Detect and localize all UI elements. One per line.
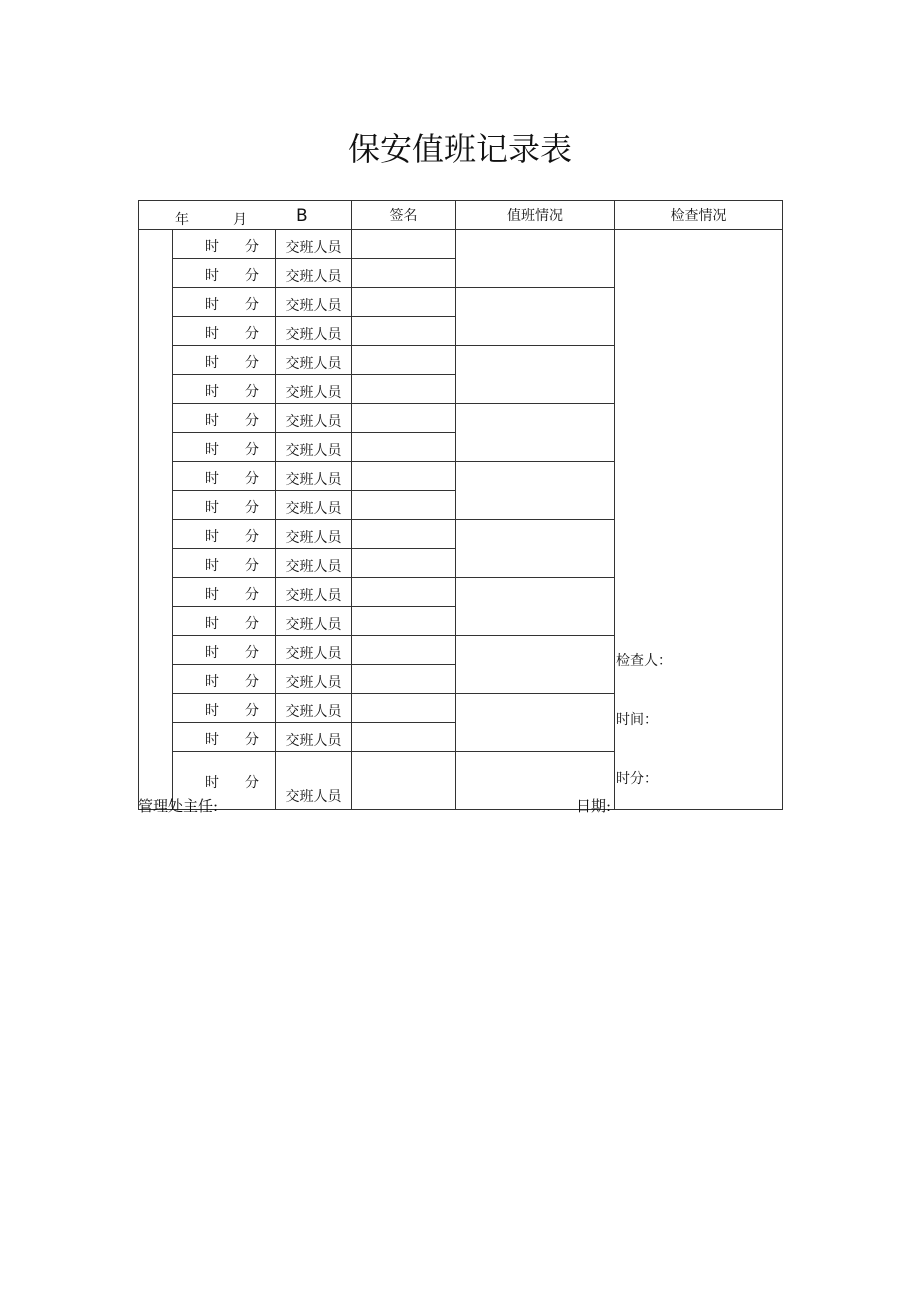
hour-label: 时 [205,500,219,516]
handover-label: 交班人员 [285,588,342,604]
handover-cell [276,433,352,462]
year-label: 年 [175,212,189,228]
time-cell [173,578,276,607]
handover-label: 交班人员 [285,559,342,575]
duty-status-header: 值班情况 [456,201,615,230]
inspector-label: 检查人： [616,653,673,669]
time-cell [173,404,276,433]
minute-label: 分 [245,732,259,748]
hour-label: 时 [205,326,219,342]
signature-cell[interactable] [352,375,456,404]
minute-label: 分 [245,326,259,342]
handover-label: 交班人员 [285,675,342,691]
time-cell [173,288,276,317]
hour-label: 时 [205,775,219,791]
hour-label: 时 [205,645,219,661]
hour-label: 时 [205,413,219,429]
minute-label: 分 [245,775,259,791]
minute-label: 分 [245,442,259,458]
handover-cell [276,752,352,810]
signature-cell[interactable] [352,723,456,752]
minute-label: 分 [245,355,259,371]
handover-cell [276,578,352,607]
minute-label: 分 [245,703,259,719]
time-cell [173,520,276,549]
hour-label: 时 [205,674,219,690]
signature-cell[interactable] [352,549,456,578]
signature-cell[interactable] [352,578,456,607]
date-header [139,201,352,230]
time-cell [173,317,276,346]
time-cell [173,433,276,462]
hour-label: 时 [205,384,219,400]
hour-label: 时 [205,558,219,574]
minute-label: 分 [245,500,259,516]
handover-label: 交班人员 [285,733,342,749]
hour-label: 时 [205,732,219,748]
minute-label: 分 [245,558,259,574]
inspection-status-header: 检查情况 [615,201,783,230]
handover-cell [276,230,352,259]
signature-cell[interactable] [352,694,456,723]
signature-cell[interactable] [352,665,456,694]
minute-label: 分 [245,471,259,487]
hour-label: 时 [205,529,219,545]
signature-cell[interactable] [352,462,456,491]
page-title: 保安值班记录表 [347,130,572,168]
signature-cell[interactable] [352,607,456,636]
handover-label: 交班人员 [285,704,342,720]
handover-cell [276,636,352,665]
hour-label: 时 [205,239,219,255]
duty-status-cell[interactable] [456,404,615,462]
time-cell [173,636,276,665]
duty-status-cell[interactable] [456,346,615,404]
signature-cell[interactable] [352,433,456,462]
time-cell [173,607,276,636]
hour-label: 时 [205,268,219,284]
duty-status-cell[interactable] [456,230,615,288]
handover-label: 交班人员 [285,789,342,805]
handover-cell [276,607,352,636]
day-label: B [296,206,308,226]
minute-label: 分 [245,239,259,255]
hour-label: 时 [205,587,219,603]
duty-status-cell[interactable] [456,578,615,636]
handover-label: 交班人员 [285,356,342,372]
signature-cell[interactable] [352,230,456,259]
time-cell [173,549,276,578]
duty-status-cell[interactable] [456,288,615,346]
minute-label: 分 [245,645,259,661]
handover-cell [276,375,352,404]
signature-cell[interactable] [352,259,456,288]
hour-label: 时 [205,616,219,632]
handover-label: 交班人员 [285,385,342,401]
handover-cell [276,549,352,578]
handover-label: 交班人员 [285,327,342,343]
handover-label: 交班人员 [285,269,342,285]
handover-cell [276,346,352,375]
month-label: 月 [233,212,247,228]
minute-label: 分 [245,297,259,313]
handover-cell [276,491,352,520]
handover-label: 交班人员 [285,501,342,517]
table-row [139,230,783,259]
signature-cell[interactable] [352,346,456,375]
duty-status-cell[interactable] [456,520,615,578]
hour-label: 时 [205,471,219,487]
handover-cell [276,462,352,491]
time-cell [173,230,276,259]
hour-label: 时 [205,355,219,371]
handover-label: 交班人员 [285,617,342,633]
handover-label: 交班人员 [285,530,342,546]
header-row [139,201,783,230]
signature-header: 签名 [352,201,456,230]
handover-cell [276,665,352,694]
hour-label: 时 [205,703,219,719]
signature-cell[interactable] [352,288,456,317]
handover-label: 交班人员 [285,472,342,488]
manager-label: 管理处主任: [138,797,219,815]
handover-label: 交班人员 [285,646,342,662]
signature-cell[interactable] [352,752,456,810]
handover-label: 交班人员 [285,240,342,256]
minute-label: 分 [245,413,259,429]
handover-label: 交班人员 [285,298,342,314]
time-cell [173,665,276,694]
date-label: 日期: [576,797,612,815]
handover-cell [276,317,352,346]
signature-cell[interactable] [352,491,456,520]
signature-cell[interactable] [352,636,456,665]
duty-status-cell[interactable] [456,462,615,520]
signature-cell[interactable] [352,317,456,346]
date-column-cell [139,230,173,810]
handover-cell [276,723,352,752]
minute-label: 分 [245,384,259,400]
handover-cell [276,520,352,549]
time-cell [173,491,276,520]
handover-cell [276,694,352,723]
inspection-cell[interactable] [615,230,783,810]
minute-label: 分 [245,587,259,603]
hour-label: 时 [205,442,219,458]
time-cell [173,462,276,491]
duty-status-cell[interactable] [456,636,615,694]
signature-cell[interactable] [352,404,456,433]
time-cell [173,346,276,375]
time-cell [173,259,276,288]
inspection-hour-minute-label: 时分： [616,771,659,787]
minute-label: 分 [245,268,259,284]
signature-cell[interactable] [352,520,456,549]
minute-label: 分 [245,674,259,690]
handover-label: 交班人员 [285,443,342,459]
hour-label: 时 [205,297,219,313]
handover-cell [276,404,352,433]
time-cell [173,723,276,752]
duty-log-table [138,200,783,810]
minute-label: 分 [245,616,259,632]
minute-label: 分 [245,529,259,545]
duty-status-cell[interactable] [456,694,615,752]
handover-label: 交班人员 [285,414,342,430]
time-cell [173,375,276,404]
handover-cell [276,259,352,288]
handover-cell [276,288,352,317]
inspection-time-label: 时间： [616,712,659,728]
time-cell [173,694,276,723]
